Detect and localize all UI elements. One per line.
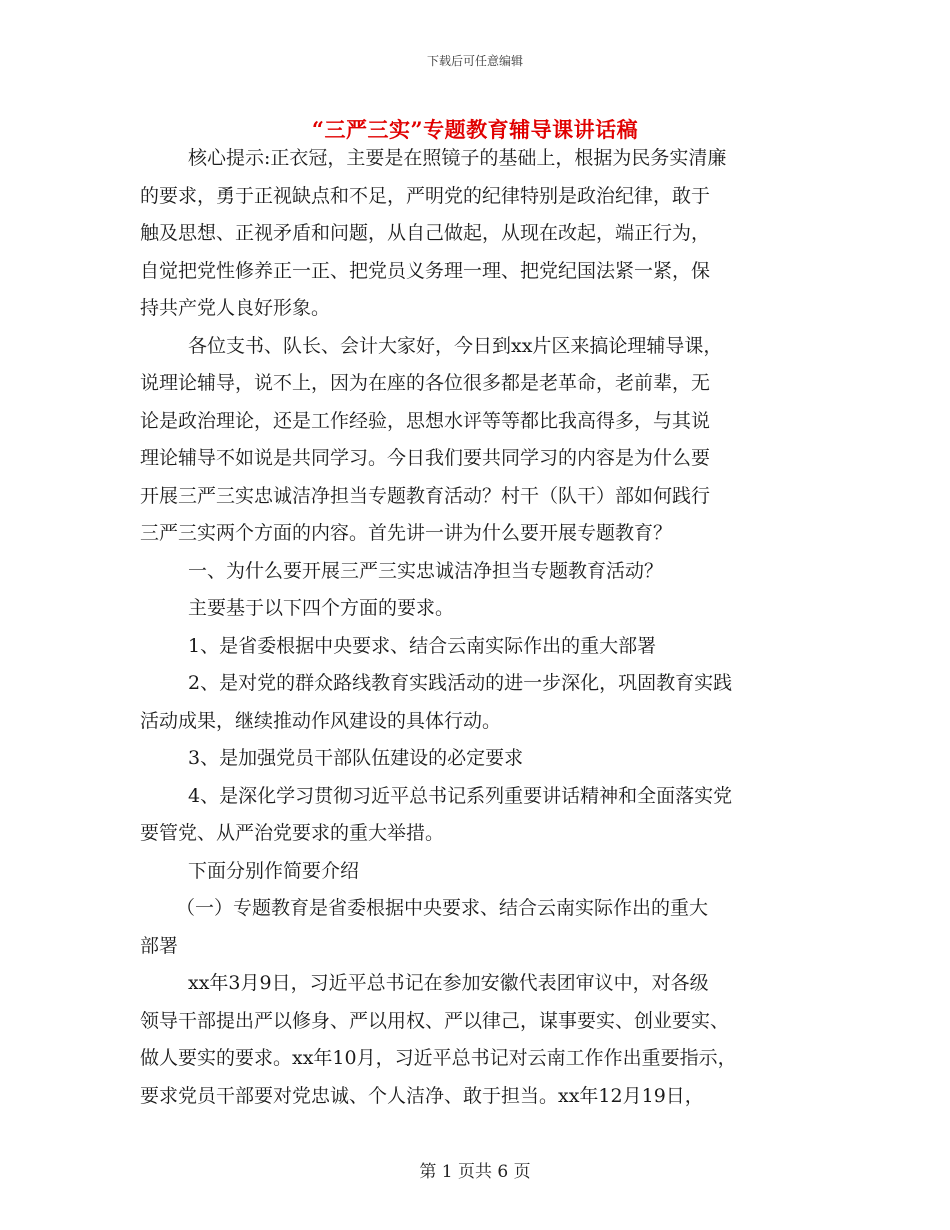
body-line: 活动成果，继续推动作风建设的具体行动。 [140, 709, 502, 732]
body-line: 论是政治理论，还是工作经验，思想水评等等都比我高得多，与其说 [140, 409, 711, 432]
body-line: 要管党、从严治党要求的重大举措。 [140, 822, 445, 844]
body-line: 主要基于以下四个方面的要求。 [188, 597, 455, 619]
body-line: 一、为什么要开展三严三实忠诚洁净担当专题教育活动？ [188, 559, 664, 582]
body-line: 1、是省委根据中央要求、结合云南实际作出的重大部署 [188, 634, 657, 657]
body-line: 2、是对党的群众路线教育实践活动的进一步深化，巩固教育实践 [188, 672, 733, 694]
body-line: 做人要实的要求。xx年10月，习近平总书记对云南工作作出重要指示， [140, 1047, 737, 1069]
body-line: 的要求，勇于正视缺点和不足，严明党的纪律特别是政治纪律，敢于 [140, 184, 711, 207]
body-line: xx年3月9日，习近平总书记在参加安徽代表团审议中，对各级 [188, 972, 709, 994]
body-line: 理论辅导不如说是共同学习。今日我们要共同学习的内容是为什么要 [140, 447, 711, 469]
body-line: 要求党员干部要对党忠诚、个人洁净、敢于担当。xx年12月19日， [140, 1084, 704, 1107]
body-line: 各位支书、队长、会计大家好，今日到xx片区来搞论理辅导课， [188, 334, 723, 357]
body-line: 自觉把党性修养正一正、把党员义务理一理、把党纪国法紧一紧，保 [140, 259, 711, 282]
body-line: 说理论辅导，说不上，因为在座的各位很多都是老革命，老前辈，无 [140, 372, 711, 394]
document-body [140, 140, 820, 1115]
body-line: 开展三严三实忠诚洁净担当专题教育活动？村干（队干）部如何践行 [140, 484, 711, 507]
body-line: 核心提示:正衣冠，主要是在照镜子的基础上，根据为民务实清廉 [188, 147, 727, 169]
document-title: “三严三实”专题教育辅导课讲话稿 [311, 117, 639, 142]
body-line: 下面分别作简要介绍 [188, 859, 360, 882]
body-line: 4、是深化学习贯彻习近平总书记系列重要讲话精神和全面落实党 [188, 784, 733, 807]
body-line: 三严三实两个方面的内容。首先讲一讲为什么要开展专题教育？ [140, 522, 673, 544]
body-line: （一）专题教育是省委根据中央要求、结合云南实际作出的重大 [176, 897, 709, 919]
body-line: 触及思想、正视矛盾和问题，从自己做起，从现在改起，端正行为， [140, 222, 711, 244]
body-line: 领导干部提出严以修身、严以用权、严以律己，谋事要实、创业要实、 [140, 1009, 730, 1032]
body-line: 3、是加强党员干部队伍建设的必定要求 [188, 747, 524, 769]
body-line: 部署 [140, 934, 179, 957]
page-footer: 第 1 页共 6 页 [419, 1162, 531, 1182]
body-line: 持共产党人良好形象。 [140, 297, 331, 319]
header-note: 下载后可任意编辑 [426, 54, 523, 68]
